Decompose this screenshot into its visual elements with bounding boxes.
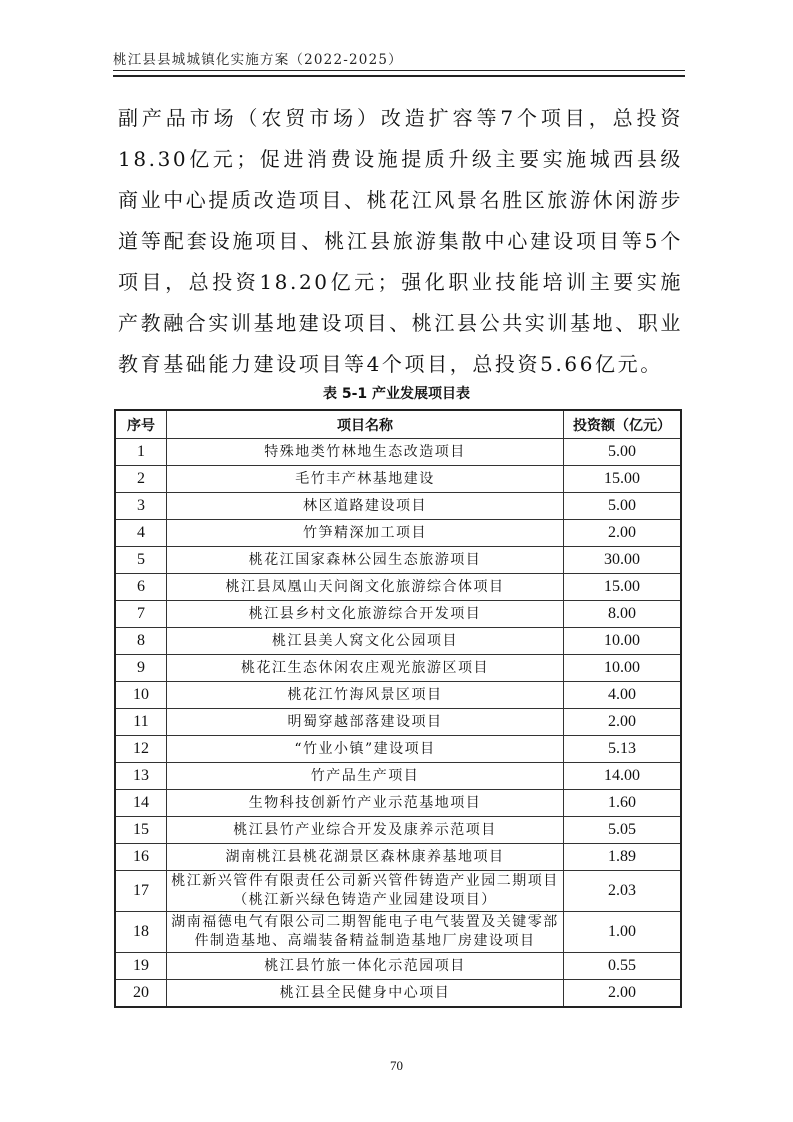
project-name: 桃花江国家森林公园生态旅游项目	[167, 547, 564, 574]
project-name: 林区道路建设项目	[167, 493, 564, 520]
project-name: 桃江县美人窝文化公园项目	[167, 628, 564, 655]
row-number: 12	[115, 736, 167, 763]
table-row	[115, 574, 681, 601]
table-row	[115, 844, 681, 871]
table-row	[115, 547, 681, 574]
page-number: 70	[390, 1058, 403, 1073]
table-row	[115, 439, 681, 466]
project-name: 桃江县竹产业综合开发及康养示范项目	[167, 817, 564, 844]
row-number: 4	[115, 520, 167, 547]
project-name: “竹业小镇”建设项目	[167, 736, 564, 763]
investment-value: 8.00	[564, 601, 682, 628]
investment-value: 30.00	[564, 547, 682, 574]
table-row	[115, 790, 681, 817]
project-name: 生物科技创新竹产业示范基地项目	[167, 790, 564, 817]
table-row	[115, 628, 681, 655]
table-row	[115, 736, 681, 763]
table-row	[115, 871, 681, 912]
investment-value: 2.00	[564, 520, 682, 547]
header-seq: 序号	[115, 410, 167, 439]
row-number: 11	[115, 709, 167, 736]
row-number: 13	[115, 763, 167, 790]
table-row	[115, 953, 681, 980]
row-number: 17	[115, 871, 167, 912]
project-name: 竹笋精深加工项目	[167, 520, 564, 547]
row-number: 1	[115, 439, 167, 466]
investment-value: 1.00	[564, 912, 682, 953]
header-rule	[113, 70, 685, 77]
row-number: 18	[115, 912, 167, 953]
table-row	[115, 682, 681, 709]
row-number: 6	[115, 574, 167, 601]
table-row	[115, 709, 681, 736]
row-number: 20	[115, 980, 167, 1008]
investment-value: 0.55	[564, 953, 682, 980]
project-name: 桃江县竹旅一体化示范园项目	[167, 953, 564, 980]
investment-value: 5.00	[564, 493, 682, 520]
table-row	[115, 817, 681, 844]
investment-value: 10.00	[564, 655, 682, 682]
row-number: 19	[115, 953, 167, 980]
row-number: 14	[115, 790, 167, 817]
investment-value: 14.00	[564, 763, 682, 790]
running-header: 桃江县县城城镇化实施方案（2022-2025）	[113, 52, 403, 68]
project-name: 竹产品生产项目	[167, 763, 564, 790]
investment-value: 2.00	[564, 980, 682, 1008]
investment-value: 10.00	[564, 628, 682, 655]
investment-value: 2.03	[564, 871, 682, 912]
project-name: 明蜀穿越部落建设项目	[167, 709, 564, 736]
table-header-row	[115, 410, 681, 439]
header-project-name: 项目名称	[167, 410, 564, 439]
project-name: 桃江县全民健身中心项目	[167, 980, 564, 1008]
table-row	[115, 912, 681, 953]
table-row	[115, 601, 681, 628]
investment-value: 2.00	[564, 709, 682, 736]
investment-value: 4.00	[564, 682, 682, 709]
project-name: 桃花江竹海风景区项目	[167, 682, 564, 709]
investment-value: 5.05	[564, 817, 682, 844]
row-number: 2	[115, 466, 167, 493]
project-name: 毛竹丰产林基地建设	[167, 466, 564, 493]
investment-value: 15.00	[564, 574, 682, 601]
project-name: 桃江县凤凰山天问阁文化旅游综合体项目	[167, 574, 564, 601]
row-number: 3	[115, 493, 167, 520]
project-name: 特殊地类竹林地生态改造项目	[167, 439, 564, 466]
table-row	[115, 466, 681, 493]
project-name: 桃江新兴管件有限责任公司新兴管件铸造产业园二期项目（桃江新兴绿色铸造产业园建设项目）	[167, 871, 564, 912]
project-name: 桃江县乡村文化旅游综合开发项目	[167, 601, 564, 628]
body-paragraph: 副产品市场（农贸市场）改造扩容等7个项目，总投资18.30亿元；促进消费设施提质升级主要实施城西县级商业中心提质改造项目、桃花江风景名胜区旅游休闲游步道等配套设施项目、桃江县旅游集散中心建设项目等5个项目，总投资18.20亿元；强化职业技能培训主要实施产教融合实训基地建设项目、桃江县公共实训基地、职业教育基础能力建设项目等4个项目，总投资5.66亿元。	[118, 106, 683, 376]
row-number: 15	[115, 817, 167, 844]
row-number: 7	[115, 601, 167, 628]
project-name: 湖南福德电气有限公司二期智能电子电气装置及关键零部件制造基地、高端装备精益制造基地厂房建设项目	[167, 912, 564, 953]
table-row	[115, 763, 681, 790]
investment-value: 5.00	[564, 439, 682, 466]
row-number: 9	[115, 655, 167, 682]
investment-value: 1.89	[564, 844, 682, 871]
project-name: 湖南桃江县桃花湖景区森林康养基地项目	[167, 844, 564, 871]
investment-value: 1.60	[564, 790, 682, 817]
row-number: 8	[115, 628, 167, 655]
row-number: 5	[115, 547, 167, 574]
row-number: 16	[115, 844, 167, 871]
row-number: 10	[115, 682, 167, 709]
header-investment: 投资额（亿元）	[564, 410, 682, 439]
project-name: 桃花江生态休闲农庄观光旅游区项目	[167, 655, 564, 682]
table-caption: 表 5-1 产业发展项目表	[322, 386, 471, 402]
table-row	[115, 493, 681, 520]
investment-value: 5.13	[564, 736, 682, 763]
project-table	[114, 409, 682, 1008]
table-row	[115, 655, 681, 682]
table-row	[115, 980, 681, 1008]
investment-value: 15.00	[564, 466, 682, 493]
table-row	[115, 520, 681, 547]
